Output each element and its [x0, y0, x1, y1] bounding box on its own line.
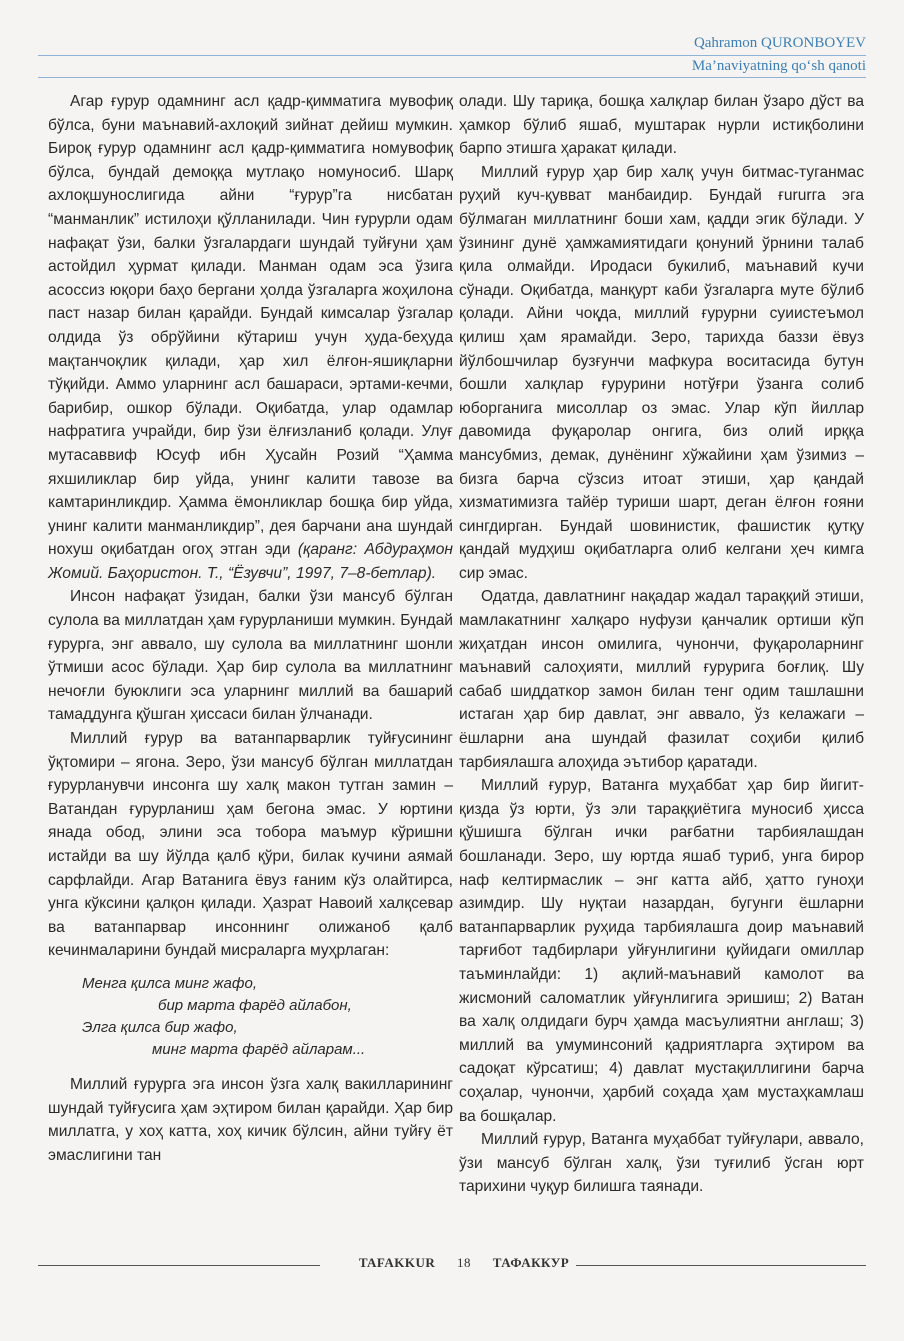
footer-journal-cyrillic: ТАФАККУР: [492, 1255, 570, 1270]
citation-reference: (қаранг: Абдураҳмон Жомий. Баҳористон. Т., “Ёзувчи”, 1997, 7–8-бетлар).: [48, 541, 453, 582]
header-rule-top: [38, 55, 866, 56]
footer-journal-latin: TAFAKKUR: [358, 1255, 436, 1270]
header-rule-bottom: [38, 77, 866, 78]
poem-line: Менга қилса минг жафо,: [82, 974, 258, 992]
footer-text: [328, 1255, 600, 1271]
footer-rule-right: [576, 1265, 866, 1266]
paragraph: [48, 90, 453, 585]
paragraph: Миллий ғурур, Ватанга муҳаббат туйғулари, аввало, ўзи мансуб бўлган халқ, ўзи туғилиб ўсган юрт тарихини чуқур билишга таянади.: [459, 1131, 864, 1196]
paragraph: Миллий ғурур, Ватанга муҳаббат ҳар бир йигит-қизда ўз юрти, ўз эли тараққиётига муносиб ҳисса қўшишга бўлган ички рағбатни тарбиялашдан бошланади. Зеро, шу юртда яшаб туриб, унга бирор наф келтирмаслик – энг катта айб, ҳатто гуноҳи азимдир. Шу нуқтаи назардан, бугунги ёшларни ватанпарварлик руҳида тарбиялашга доир маънавий тарғибот тадбирлари уйғунлигини қуйидаги омиллар таъминлайди: 1) ақлий-маънавий камолот ва жисмоний саломатлик уйғунлигига эришиш; 2) Ватан ва халқ олдидаги бурч ҳамда масъулиятни англаш; 3) миллий ва умуминсоний қадриятларга эҳтиром ва садоқат кўрсатиш; 4) давлат мустақиллигини барча соҳалар, чунончи, ҳарбий соҳада ҳам мустаҳкамлаш ва бошқалар.: [459, 777, 864, 1125]
paragraph: Миллий ғурур ҳар бир халқ учун битмас-туганмас руҳий куч-қувват манбаидир. Бундай ғururга эга бўлмаган миллатнинг боши хам, қадди эгик бўлади. У ўзининг дунё ҳамжамиятидаги қонуний ўрнини талаб қила олмайди. Иродаси букилиб, маънавий кучи сўнади. Оқибатда, манқурт каби ўзгаларга муте бўлиб қолади. Айни чоқда, миллий ғурурни суиистеъмол қилиш ҳам ярамайди. Зеро, тарихда баззи ёвуз йўлбошчилар бузғунчи мафкура воситасида бутун бошли халқлар ғурурини нотўғри ўзанга солиб юборганига мисоллар оз эмас. Улар кўп йиллар давомида фуқаролар онгига, биз олий ирққа мансубмиз, демак, дунёнинг хўжайини ҳам ўзимиз – бизга барча сўзсиз итоат этиши, ҳар қандай хизматимизга тайёр туриши шарт, деган ёлғон ғояни сингдирган. Бундай шовинистик, фашистик қутқу қандай мудҳиш оқибатларга олиб келгани ҳеч кимга сир эмас.: [459, 163, 864, 582]
left-column: [48, 90, 453, 1167]
page-number: 18: [457, 1255, 472, 1270]
paragraph-text: Агар ғурур одамнинг асл қадр-қимматига мувофиқ бўлса, буни маънавий-ахлоқий зийнат дейиш мумкин. Бироқ ғурур одамнинг асл қадр-қимматига номувофиқ бўлса, бундай демоққа мутлақо номуносиб. Шарқ ахлоқшунослигида айни “ғурур”га нисбатан “манманлик” истилоҳи қўлланилади. Чин ғурурли одам нафақат ўзи, балки ўзгалардаги шундай туйғуни ҳам астойдил ҳурмат қилади. Манман одам эса ўзига асоссиз юқори баҳо бергани ҳолда ўзгаларга жоҳилона паст назар билан қарайди. Бундай кимсалар ўзгалар олдида ўз обрўйини кўтариш учун ҳуда-беҳуда мақтанчоқлик қилади, ҳар хил ёлғон-яшиқларни тўқийди. Аммо уларнинг асл башараси, эртами-кечми, барибир, ошкор бўлади. Оқибатда, улар одамлар нафратига учрайди, бир ўзи ёлғизланиб қолади. Улуғ мутасаввиф Юсуф ибн Ҳусайн Розий “Ҳамма яхшиликлар бир уйда, унинг калити тавозе ва камтаринликдир. Ҳамма ёмонликлар бошқа бир уйда, унинг калити манманликдир”, дея барчани ана шундай нохуш оқибатдан огоҳ этган эди: [48, 93, 453, 559]
poem-line: Элга қилса бир жафо,: [82, 1018, 238, 1036]
paragraph: Одатда, давлатнинг нақадар жадал тараққий этиши, мамлакатнинг халқаро нуфузи қанчалик ортиши кўп жиҳатдан инсон омилига, чунончи, фуқароларнинг маънавий салоҳияти, миллий ғурурига боғлиқ. Шу сабаб шиддаткор замон билан тенг одим ташлашни истаган ҳар бир давлат, энг аввало, ўз келажаги – ёшларни ана шундай фазилат соҳиби қилиб тарбиялашга алоҳида эътибор қаратади.: [459, 588, 864, 771]
header-title: Ma’naviyatning qo‘sh qanoti: [691, 58, 866, 74]
poem-line: минг марта фарёд айларам...: [152, 1040, 366, 1058]
right-column: [459, 90, 864, 1199]
poem-quote: [48, 973, 453, 1061]
header-author: Qahramon QURONBOYEV: [693, 35, 866, 51]
paragraph-continued: олади. Шу тариқа, бошқа халқлар билан ўзаро дўст ва ҳамкор бўлиб яшаб, муштарак нурли истиқболини барпо этишга ҳаракат қилади.: [459, 93, 864, 158]
poem-line: бир марта фарёд айлабон,: [158, 996, 352, 1014]
paragraph: Инсон нафақат ўзидан, балки ўзи мансуб бўлган сулола ва миллатдан ҳам ғурурланиши мумкин. Бундай ғурурга, энг аввало, шу сулола ва миллатнинг шонли ўтмиши асос бўлади. Ҳар бир сулола ва миллатнинг нечоғли буюклиги эса уларнинг миллий ва башарий тамаддунга қўшган ҳиссаси билан ўлчанади.: [48, 588, 453, 724]
paragraph: Миллий ғурур ва ватанпарварлик туйғусининг ўқтомири – ягона. Зеро, ўзи мансуб бўлган миллатдан ғурурланувчи инсонга шу халқ макон тутган замин – Ватандан ғурурланиш ҳам бегона эмас. У юртини янада обод, элини эса тобора маъмур кўришни истайди ва шу йўлда қалб қўри, билак кучини аямай сарфлайди. Агар Ватанига ёвуз ғаним кўз олайтирса, унга кўксини қалқон қилади. Ҳазрат Навоий халқсевар ва ватанпарвар инсоннинг олижаноб қалб кечинмаларини бундай мисраларга муҳрлаган:: [48, 730, 453, 960]
page-footer: [38, 1255, 866, 1275]
footer-rule-left: [38, 1265, 320, 1266]
paragraph: Миллий ғурурга эга инсон ўзга халқ вакилларининг шундай туйғусига ҳам эҳтиром билан қарайди. Ҳар бир миллатга, у хоҳ катта, хоҳ кичик бўлсин, айни туйғу ёт эмаслигини тан: [48, 1075, 453, 1164]
